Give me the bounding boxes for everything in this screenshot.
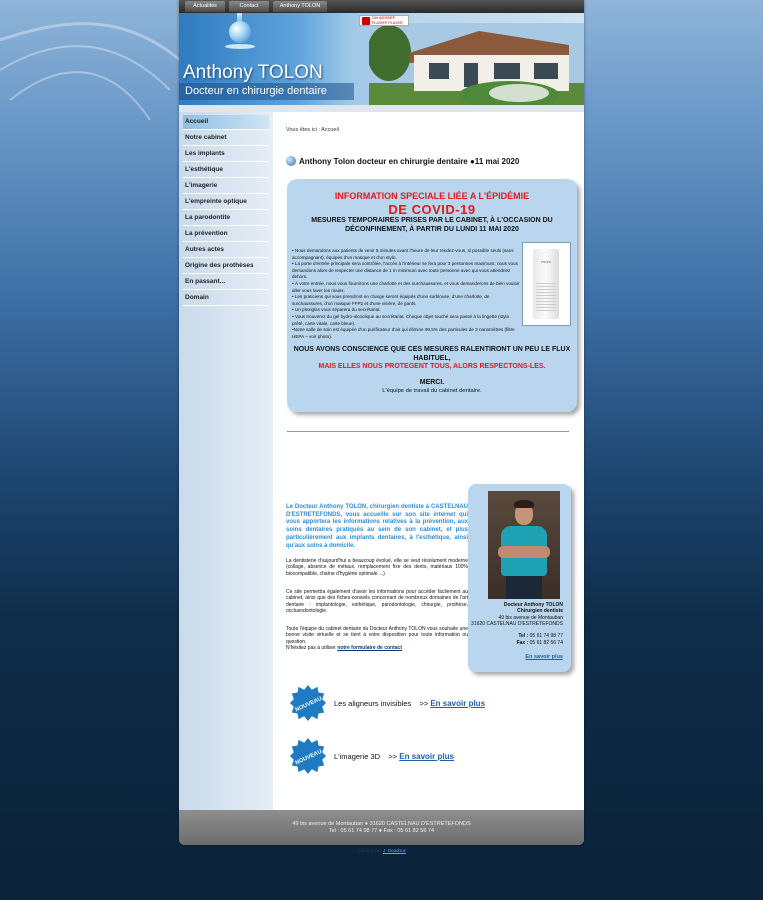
contact-form-link[interactable]: notre formulaire de contact bbox=[337, 645, 402, 652]
doctor-more-link[interactable]: En savoir plus bbox=[525, 654, 563, 660]
list-item: • Vous trouverez du gel hydro-alcoolique au secrétariat. Chaque objet touché sera passé à la lingette (stylo prêté, carte vitale, carte bleue). bbox=[292, 313, 510, 326]
sidebar-item-implants[interactable]: Les implants bbox=[183, 147, 269, 162]
sidebar-item-notre-cabinet[interactable]: Notre cabinet bbox=[183, 131, 269, 146]
doctor-name: Docteur Anthony TOLON bbox=[503, 602, 563, 608]
doctor-photo bbox=[488, 491, 560, 599]
paragraph-team: Toute l'équipe du cabinet dentaire du Docteur Anthony TOLON vous souhaite une bonne visite virtuelle et se tient à votre disposition pour toute information ou question. N'hésitez pas à utiliser notre formulaire de contact bbox=[286, 626, 468, 652]
doctor-fax: Fax : 05 61 82 56 74 bbox=[516, 640, 563, 646]
badge-text: NOUVEAU bbox=[294, 695, 323, 714]
covid-closing-red: MAIS ELLES NOUS PROTEGENT TOUS, ALORS RESPECTONS-LES. bbox=[318, 363, 546, 370]
bullet-globe-icon bbox=[286, 156, 296, 166]
main-content bbox=[273, 112, 584, 810]
covid-title: INFORMATION SPECIALE LIÉE A L'ÉPIDÉMIE bbox=[334, 191, 530, 201]
footer-phone: Tel : 05 61 74 98 77 ● Fax : 05 61 82 56 74 bbox=[328, 828, 435, 834]
list-item: • À votre entrée, nous vous fournirons une charlotte et des surchaussures, et vous demanderons de bien vouloir aller vous laver les mains. bbox=[292, 280, 520, 293]
tab-contact[interactable]: Contact bbox=[229, 1, 269, 12]
page-title: Anthony Tolon docteur en chirurgie dentaire ●11 mai 2020 bbox=[286, 156, 519, 166]
covid-subtitle: MESURES TEMPORAIRES PRISES PAR LE CABINET, À L'OCCASION DU DÉCONFINEMENT, À PARTIR DU LUNDI 11 MAI 2020 bbox=[311, 217, 553, 233]
doctor-card bbox=[468, 484, 571, 672]
list-item: •Notre salle de soin est équipée d'un purificateur d'air qui élimine 99,5% des particules de 3 nanomètres (filtre HEPA – voir photo). bbox=[292, 327, 515, 339]
covid-info-box bbox=[287, 179, 577, 412]
breadcrumb: Vous êtes ici : Accueil bbox=[286, 127, 339, 133]
paragraph-modern: La dentisterie d'aujourd'hui a beaucoup évolué, elle se veut résolument moderne (collage, absence de métaux, remplacement fixe des dents, matériaux 100% biocompatible, chaîne d'hygiène optimale ...) bbox=[286, 558, 468, 577]
nouveau-badge-icon bbox=[289, 684, 327, 722]
covid-closing: NOUS AVONS CONSCIENCE QUE CES MESURES RALENTIRONT UN PEU LE FLUX HABITUEL, bbox=[293, 346, 571, 362]
sidebar-item-accueil[interactable]: Accueil bbox=[183, 115, 269, 130]
sidebar-item-autres-actes[interactable]: Autres actes bbox=[183, 243, 269, 258]
sidebar-item-parodontite[interactable]: La parodontite bbox=[183, 211, 269, 226]
water-splash bbox=[225, 44, 255, 49]
sidebar-item-empreinte-optique[interactable]: L'empreinte optique bbox=[183, 195, 269, 210]
air-purifier-photo: PHILIPS bbox=[522, 242, 571, 326]
list-item: • La porte d'entrée principale sera contrôlée, l'accès à l'intérieur se fera pour 3 personnes maximum; nous vous demandons alors de respecter une distance de 1 m minimum avec toute personne avec qui vous attendriez dehors. bbox=[292, 261, 518, 280]
doctor-tel: Tel : 05 61 74 98 77 bbox=[518, 633, 563, 639]
covid-merci: MERCI. bbox=[419, 379, 445, 386]
sidebar-item-origine-protheses[interactable]: Origine des prothèses bbox=[183, 259, 269, 274]
divider bbox=[287, 431, 569, 432]
doctor-address-2: 31620 CASTELNAU D'ESTRETEFONDS bbox=[471, 621, 563, 627]
list-item: • Nous demandons aux patients de venir 5 minutes avant l'heure de leur rendez-vous, si possible seuls (sans accompagnant), équipés d'un masque et d'un stylo. bbox=[292, 248, 514, 260]
badge-text: NOUVEAU bbox=[294, 748, 323, 767]
sidebar bbox=[179, 112, 273, 810]
flash-player-badge[interactable]: Get ADOBE® FLASH® PLAYER bbox=[359, 15, 409, 26]
promo-aligneurs-link[interactable]: En savoir plus bbox=[430, 699, 486, 708]
sidebar-item-en-passant[interactable]: En passant... bbox=[183, 275, 269, 290]
credit-link[interactable]: J. Doudoux bbox=[383, 848, 406, 853]
footer bbox=[179, 810, 584, 845]
top-nav bbox=[179, 0, 584, 13]
site-title: Anthony TOLON bbox=[183, 62, 323, 83]
tab-actualites[interactable]: Actualités bbox=[185, 1, 225, 12]
sidebar-item-imagerie[interactable]: L'imagerie bbox=[183, 179, 269, 194]
tab-anthony-tolon[interactable]: Anthony TOLON bbox=[273, 1, 327, 12]
footer-address: 49 bis avenue de Montauban ● 31620 CASTELNAU D'ESTRETEFONDS bbox=[292, 821, 471, 827]
site-subtitle: Docteur en chirurgie dentaire bbox=[179, 83, 354, 100]
covid-measures-list bbox=[292, 248, 520, 340]
doctor-role: Chirurgien dentiste bbox=[517, 608, 563, 614]
sidebar-item-domain[interactable]: Domain bbox=[183, 291, 269, 306]
credit: Création par J. Doudoux bbox=[357, 848, 406, 853]
list-item: • Un plexiglas vous séparera du secrétariat. bbox=[292, 307, 381, 313]
background-swirl bbox=[0, 0, 180, 160]
water-drop-ball bbox=[229, 21, 251, 43]
clinic-house-image bbox=[369, 23, 584, 105]
covid-title-large: DE COVID-19 bbox=[388, 202, 476, 217]
sidebar-item-prevention[interactable]: La prévention bbox=[183, 227, 269, 242]
list-item: • Les praticiens qui vous prendront en charge seront équipés d'une surblouse, d'une charlotte, de surchaussures, d'un masque FFP2 et d'une visière, de gants. bbox=[292, 294, 490, 306]
page-container bbox=[179, 0, 584, 845]
sidebar-item-esthetique[interactable]: L'esthétique bbox=[183, 163, 269, 178]
covid-signature: L'équipe de travail du cabinet dentaire. bbox=[382, 388, 482, 394]
nouveau-badge-icon bbox=[289, 737, 327, 775]
promo-imagerie-3d: L'imagerie 3D >> En savoir plus bbox=[334, 752, 454, 761]
promo-aligneurs: Les aligneurs invisibles >> En savoir plus bbox=[334, 699, 486, 708]
doctor-address-1: 49 bis avenue de Montauban bbox=[498, 615, 563, 621]
promo-imagerie-link[interactable]: En savoir plus bbox=[399, 752, 454, 761]
intro-text: Le Docteur Anthony TOLON, chirurgien dentiste à CASTELNAU D'ESTRETEFONDS, vous accueille sur son site internet qui vous apportera les informations relatives à la prévention, aux soins dentaires pratiqués au sein de son cabinet, et plus particulièrement aux implants dentaires, à l'esthétique, ainsi qu'aux soins à domicile. bbox=[286, 504, 468, 549]
flash-icon bbox=[362, 17, 370, 25]
header-banner bbox=[179, 13, 584, 105]
paragraph-info: Ce site permettra également d'avoir les informations pour accéder facilement au cabinet, ainsi que des fiches-conseils concernant de nombreux domaines de l'art dentaire : implantologie, esthétique, parodontologie, chirurgie, prothèse, occlusodontologie. bbox=[286, 589, 468, 615]
